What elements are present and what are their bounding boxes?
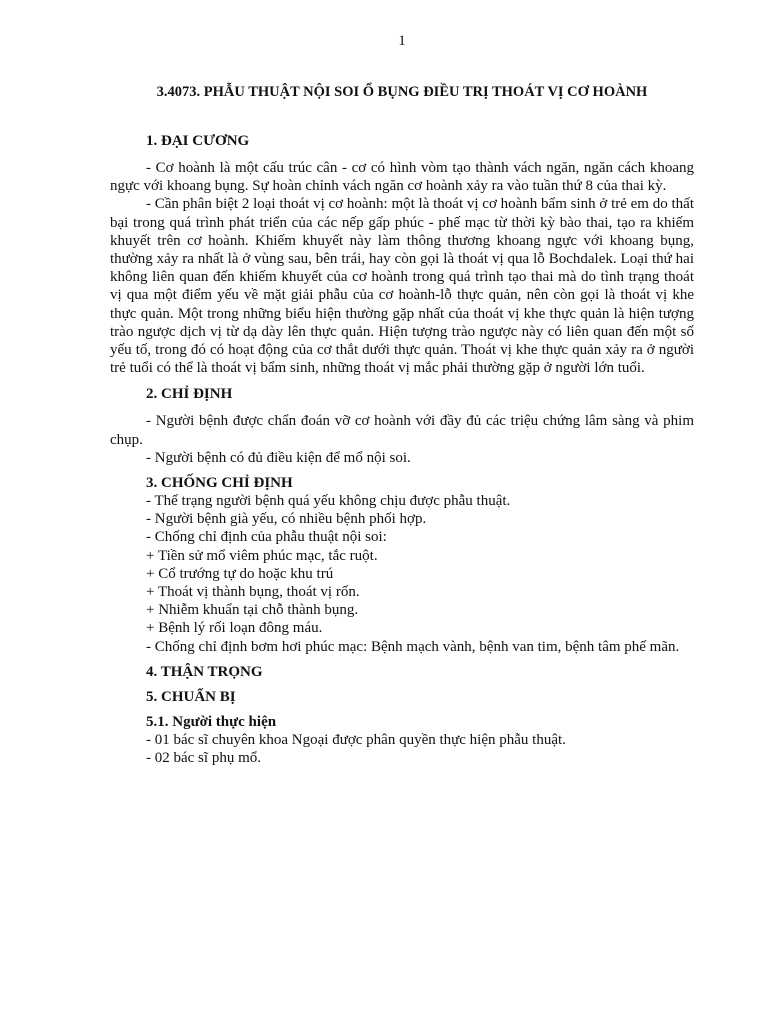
paragraph: - Người bệnh già yếu, có nhiều bệnh phối hợp. — [146, 511, 427, 528]
section-heading-chi-dinh: 2. CHỈ ĐỊNH — [146, 386, 233, 403]
section-heading-dai-cuong: 1. ĐẠI CƯƠNG — [146, 133, 250, 149]
paragraph: - Thể trạng người bệnh quá yếu không chịu được phẫu thuật. — [146, 493, 511, 510]
document-page — [110, 30, 694, 767]
list-item: + Thoát vị thành bụng, thoát vị rốn. — [146, 584, 360, 601]
section-heading-chuan-bi: 5. CHUẨN BỊ — [146, 688, 236, 705]
paragraph: - 01 bác sĩ chuyên khoa Ngoại được phân quyền thực hiện phẫu thuật. — [146, 731, 566, 748]
paragraph: - Cần phân biệt 2 loại thoát vị cơ hoành: một là thoát vị cơ hoành bẩm sinh ở trẻ em do thất bại trong quá trình phát triển của các nếp gấp phúc - phế mạc từ thời kỳ bào thai, tạo ra khiếm khuyết trên cơ hoành. Khiếm khuyết này làm thông thương khoang ngực với khoang bụng, thường xảy ra nhất là ở vùng sau, bên trái, hay còn gọi là thoát vị qua lỗ Bochdalek. Loại thứ hai không liên quan đến khiếm khuyết của cơ hoành trong quá trình tạo thai mà do tình trạng thoát vị qua một điểm yếu về mặt giải phẫu của cơ hoành-lỗ thực quản, nên còn gọi là thoát vị khe thực quản. Một trong những biểu hiện thường gặp nhất của thoát vị khe thực quản là hiện tượng trào ngược dịch vị từ dạ dày lên thực quản. Hiện tượng trào ngược này có liên quan đến một số yếu tố, trong đó có hoạt động của cơ thắt dưới thực quản. Thoát vị khe thực quản xảy ra ở người trẻ tuổi có thể là thoát vị bẩm sinh, những thoát vị mắc phải thường gặp ở người lớn tuổi. — [110, 196, 694, 377]
paragraph: - Chống chỉ định của phẫu thuật nội soi: — [146, 529, 387, 546]
paragraph: - 02 bác sĩ phụ mổ. — [146, 750, 261, 767]
paragraph: - Cơ hoành là một cấu trúc cân - cơ có hình vòm tạo thành vách ngăn, ngăn cách khoang ngực với khoang bụng. Sự hoàn chỉnh vách ngăn cơ hoành xảy ra vào tuần thứ 8 của thai kỳ. — [110, 160, 694, 195]
list-item: + Cổ trướng tự do hoặc khu trú — [146, 565, 334, 582]
list-item: + Nhiễm khuẩn tại chỗ thành bụng. — [146, 602, 359, 619]
paragraph: - Chống chỉ định bơm hơi phúc mạc: Bệnh mạch vành, bệnh van tim, bệnh tâm phế mãn. — [146, 638, 680, 655]
page-number: 1 — [398, 33, 406, 49]
list-item: + Bệnh lý rối loạn đông máu. — [146, 620, 323, 637]
section-heading-than-trong: 4. THẬN TRỌNG — [146, 663, 263, 680]
subsection-heading-nguoi-thuc-hien: 5.1. Người thực hiện — [146, 713, 277, 730]
paragraph: - Người bệnh được chẩn đoán vỡ cơ hoành với đầy đủ các triệu chứng lâm sàng và phim chụp. — [110, 413, 694, 448]
document-title: 3.4073. PHẪU THUẬT NỘI SOI Ổ BỤNG ĐIỀU TRỊ THOÁT VỊ CƠ HOÀNH — [156, 84, 648, 100]
section-heading-chong-chi-dinh: 3. CHỐNG CHỈ ĐỊNH — [146, 475, 293, 492]
paragraph: - Người bệnh có đủ điều kiện để mổ nội soi. — [146, 449, 411, 466]
list-item: + Tiền sử mổ viêm phúc mạc, tắc ruột. — [146, 547, 378, 564]
